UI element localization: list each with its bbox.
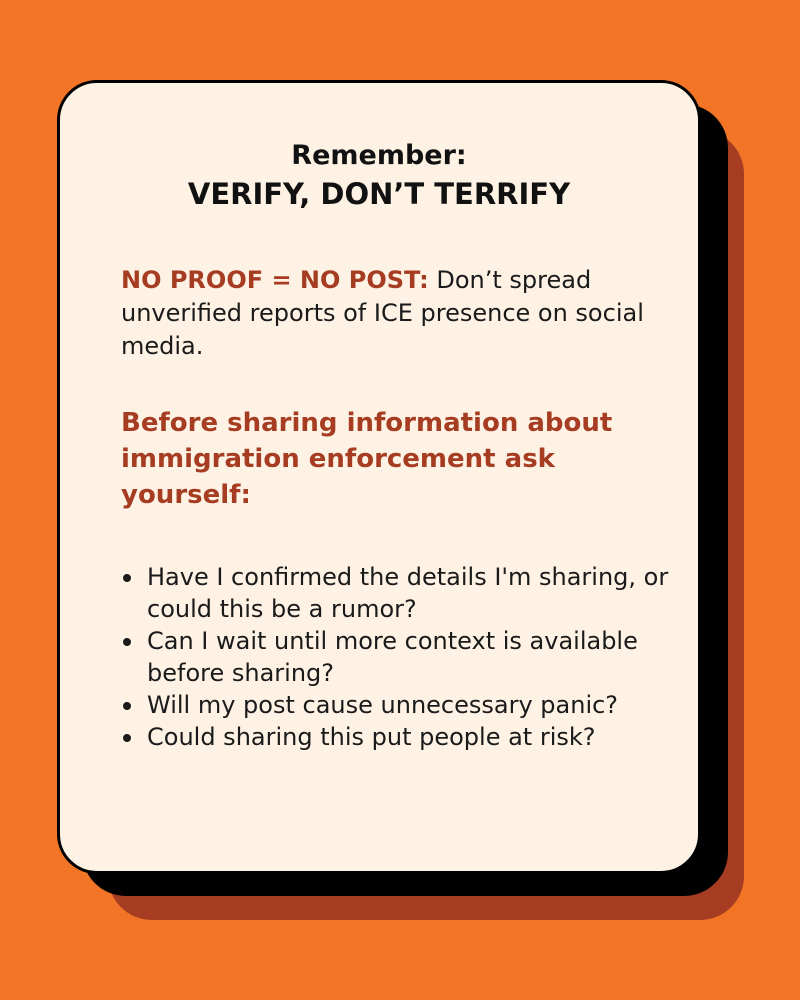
checklist-item: [121, 625, 681, 689]
title-line-2: VERIFY, DON’T TERRIFY: [187, 177, 571, 211]
question-heading: Before sharing information about immigration enforcement ask yourself:: [121, 408, 613, 510]
checklist-item: [121, 721, 681, 753]
rule-text: Don’t spread unverified reports of ICE presence on social media.: [121, 266, 644, 360]
checklist: [121, 561, 681, 753]
checklist-item-text: Will my post cause unnecessary panic?: [147, 691, 619, 719]
rule-paragraph: [121, 264, 661, 363]
checklist-item: [121, 689, 681, 721]
bullet-icon: [123, 702, 131, 710]
bullet-icon: [123, 638, 131, 646]
checklist-item-text: Could sharing this put people at risk?: [147, 723, 596, 751]
rule-heading: NO PROOF = NO POST:: [121, 266, 429, 294]
bullet-icon: [123, 574, 131, 582]
info-card: [57, 80, 701, 874]
checklist-item-text: Have I confirmed the details I'm sharing, or could this be a rumor?: [147, 563, 669, 623]
card-title: [60, 137, 698, 213]
checklist-item: [121, 561, 681, 625]
title-line-1: Remember:: [291, 140, 467, 171]
bullet-icon: [123, 734, 131, 742]
checklist-item-text: Can I wait until more context is available before sharing?: [147, 627, 638, 687]
